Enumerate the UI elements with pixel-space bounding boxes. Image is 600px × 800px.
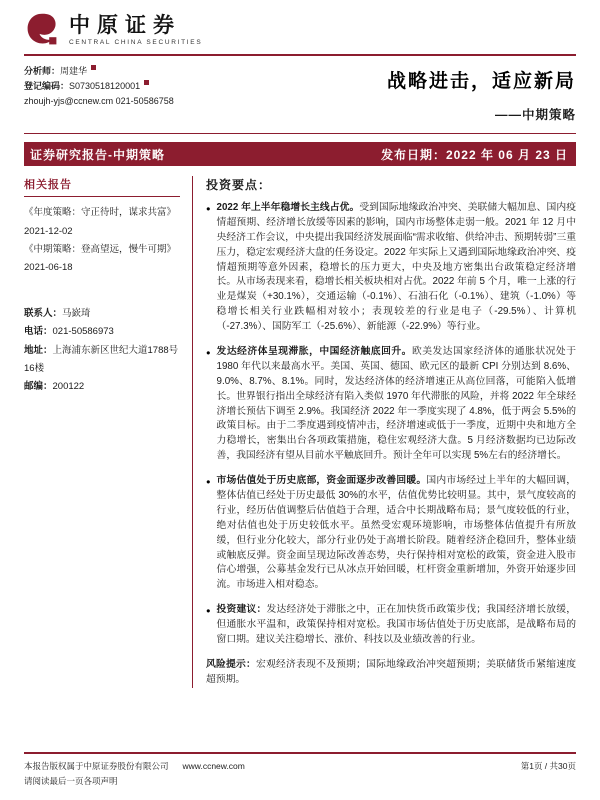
- brand-name-cn: 中原证券: [69, 12, 181, 37]
- banner-report-type: 证券研究报告-中期策略: [30, 147, 165, 162]
- analyst-reg-line: [24, 79, 174, 94]
- brand-logo-icon: [24, 12, 60, 48]
- contact-address-value: 上海浦东新区世纪大道1788号16楼: [24, 344, 179, 374]
- key-point-text: [217, 474, 576, 593]
- contact-person-value: 马嶔琦: [62, 308, 91, 320]
- contact-person-line: [24, 305, 180, 323]
- key-point-body: 欧美发达国家经济体的通胀状况处于 1980 年代以来最高水平。美国、英国、德国、欧元区的最新 CPI 分别达到 8.6%、9.0%、8.7%、8.1%。同时，发达经济体的经济增速正从高位回落，可能陷入低增长。世界银行指出全球经济有陷入类似 1970 年代滞胀的风险，并将 2022 年全球经济增长预估下调至 2.9%。我国经济 2022 年一季度实现了 4.8%，低于两会 5.5%的政策目标。由于二季度遇到疫情冲击，经济增速或低于一季度，近期中央和地方全力稳增长，密集出台各项政策措施，稳住宏观经济大盘。5 月经济数据均已边际改善，我国经济有望从目前水平触底回升。预计全年可以实现 5%左右的经济增长。: [216, 346, 577, 462]
- contact-zip-value: 200122: [52, 380, 85, 392]
- key-point-lead: 发达经济体呈现滞胀，中国经济触底回升。: [216, 346, 412, 358]
- analyst-block: [24, 64, 174, 109]
- content: [0, 166, 600, 688]
- key-point-text: [217, 603, 576, 648]
- key-point-lead: 投资建议：: [216, 604, 267, 616]
- footer-left: [24, 759, 245, 788]
- analyst-name-line: [24, 64, 174, 79]
- key-point-text: [217, 201, 576, 335]
- red-mark-icon: [144, 80, 149, 85]
- key-point-body: 发达经济处于滞胀之中，正在加快货币政策步伐；我国经济增长放缓，但通胀水平温和，政策保持相对宽松。我国市场估值处于历史底部，是战略布局的窗口期。建议关注稳增长、涨价、科技以及业绩改善的行业。: [216, 604, 576, 646]
- info-row: [0, 56, 600, 123]
- key-point-item: [206, 201, 576, 335]
- footer-notice: 请阅读最后一页各项声明: [24, 775, 118, 786]
- analyst-contact-line: zhoujh-yjs@ccnew.cm 021-50586758: [24, 95, 174, 106]
- contact-zip-line: [24, 378, 180, 396]
- risk-label: 风险提示：: [206, 658, 257, 670]
- footer: [24, 752, 576, 788]
- bullet-icon: ●: [206, 606, 211, 616]
- contact-address-label: 地址：: [24, 344, 53, 356]
- key-point-body: 受到国际地缘政治冲突、美联储大幅加息、国内疫情超预期、经济增长放缓等因素的影响，国内市场整体走弱一般。2021 年 12 月中央经济工作会议，中央提出我国经济发展面临“需求收缩、供给冲击、预期转弱”三重压力，稳定宏观经济大盘的任务设定。2022 年实际上又遇到国际地缘政治冲突、疫情超预期等意外因素，稳增长的压力更大，中央及地方密集出台政策稳定经济增长。从市场表现来看，稳增长相关板块相对占优。2022 年前 5 个月，唯一上涨的行业是煤炭（+30.1%），交通运输（-0.1%）、石油石化（-0.1%）、建筑（-1.0%）等稳增长相关行业跌幅相对较小；表现较差的行业是电子（-29.5%）、计算机（-27.3%）、国防军工（-25.6%）、新能源（-22.9%）等行业。: [216, 202, 576, 333]
- report-banner: [24, 142, 576, 166]
- key-point-body: 国内市场经过上半年的大幅回调，整体估值已经处于历史最低 30%的水平，估值优势比较明显。其中，景气度较高的行业，经历估值调整后估值趋于合理，适合中长期战略布局；景气度较低的行业，绝对估值也处于历史较低水平。虽然受宏观环境影响，市场整体估值提升有所放缓，但行业分化较大，部分行业仍处于高增长阶段。随着经济企稳回升，整体业绩或触底反弹。资金面呈现边际改善态势，央行保持相对宽松的政策，资金进入股市信心增强，公募基金发行已从冰点开始回暖，杠杆资金重新增加，外资开始逐步回流。市场进入相对稳态。: [216, 475, 577, 591]
- contact-zip-label: 邮编：: [24, 380, 53, 392]
- red-mark-icon: [91, 65, 96, 70]
- report-title: 战略进击，适应新局: [386, 71, 576, 92]
- report-subtitle: ——中期策略: [494, 108, 576, 122]
- analyst-label: 分析师：: [24, 66, 61, 76]
- footer-divider: [24, 752, 576, 754]
- key-point-lead: 市场估值处于历史底部，资金面逐步改善回暖。: [216, 475, 427, 487]
- key-points-heading: 投资要点：: [206, 178, 272, 192]
- title-block: [387, 64, 576, 123]
- risk-body: 宏观经济表现不及预期；国际地缘政治冲突超预期；美联储货币紧缩速度超预期。: [206, 658, 577, 685]
- related-reports-heading: 相关报告: [24, 176, 180, 197]
- header: [0, 0, 600, 52]
- footer-row: [24, 759, 576, 788]
- title-divider: [24, 133, 576, 134]
- key-point-item: [206, 474, 576, 593]
- related-report-date: 2021-12-02: [24, 225, 73, 237]
- contact-phone-line: [24, 323, 180, 341]
- key-point-item: [206, 603, 576, 648]
- key-point-lead: 2022 年上半年稳增长主线占优。: [216, 202, 360, 213]
- reg-code: S0730518120001: [69, 80, 141, 91]
- analyst-name: 周建华: [60, 66, 88, 76]
- contact-address-line: [24, 342, 180, 378]
- brand-name-en: CENTRAL CHINA SECURITIES: [69, 39, 203, 47]
- contact-person-label: 联系人：: [24, 308, 63, 320]
- main-column: [192, 176, 576, 688]
- footer-copyright-line: [24, 759, 245, 773]
- bullet-icon: ●: [206, 477, 211, 487]
- reg-label: 登记编码：: [24, 80, 70, 91]
- sidebar: [24, 176, 192, 688]
- key-point-item: [206, 345, 576, 464]
- bullet-icon: ●: [206, 204, 211, 213]
- key-point-text: [217, 345, 576, 464]
- risk-statement: [206, 658, 576, 688]
- contact-block: [24, 305, 180, 395]
- related-report-title: 《年度策略：守正待时，谋求共富》: [24, 207, 177, 218]
- page-indicator: 第1页 / 共30页: [520, 761, 576, 772]
- banner-publish-date: 发布日期：2022 年 06 月 23 日: [380, 147, 568, 162]
- related-report-date: 2021-06-18: [24, 262, 73, 274]
- related-report-title: 《中期策略：登高望远，慢牛可期》: [24, 243, 177, 255]
- contact-phone-value: 021-50586973: [52, 326, 114, 338]
- footer-copyright: 本报告版权属于中原证券股份有限公司: [24, 761, 169, 772]
- contact-phone-label: 电话：: [24, 326, 53, 338]
- footer-url: www.ccnew.com: [182, 761, 245, 772]
- brand-text: [69, 14, 202, 46]
- bullet-icon: ●: [206, 348, 211, 358]
